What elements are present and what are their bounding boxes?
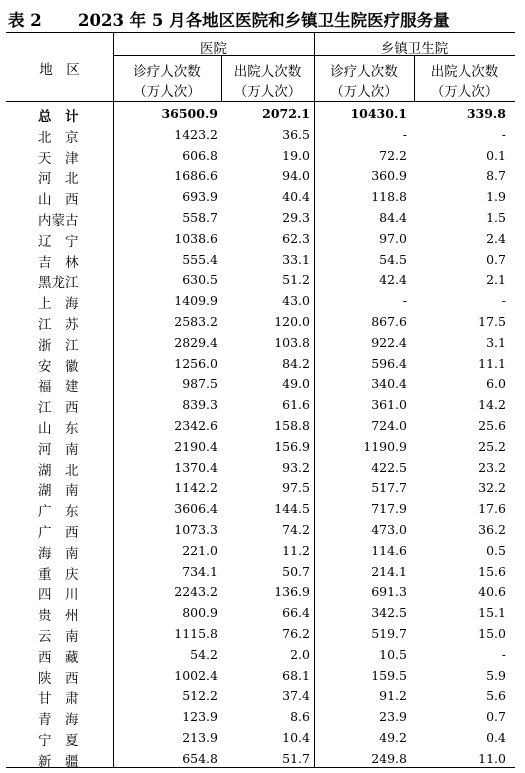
table-row bbox=[6, 477, 515, 498]
table-row bbox=[6, 249, 515, 270]
hospital-inpatients-cell: 68.1 bbox=[282, 667, 310, 683]
township-inpatients-cell: 36.2 bbox=[478, 521, 506, 537]
hospital-inpatients-cell: 8.6 bbox=[290, 709, 310, 725]
hospital-visits-cell: 800.9 bbox=[182, 605, 218, 621]
region-cell: 重 庆 bbox=[38, 566, 79, 583]
region-cell: 新 疆 bbox=[38, 753, 79, 770]
hospital-visits-cell: 1115.8 bbox=[174, 625, 218, 641]
total-row bbox=[6, 103, 515, 124]
table-row bbox=[6, 748, 515, 769]
township-inpatients-cell: 0.5 bbox=[486, 542, 506, 558]
table-row bbox=[6, 228, 515, 249]
region-cell: 内蒙古 bbox=[38, 212, 79, 229]
hospital-inpatients-cell: 36.5 bbox=[282, 126, 310, 142]
township-inpatients-cell: 8.7 bbox=[486, 168, 506, 184]
table-number: 表 2 bbox=[8, 11, 42, 30]
hospital-visits-cell: 630.5 bbox=[182, 272, 218, 288]
region-cell: 西 藏 bbox=[38, 649, 79, 666]
hospital-visits-cell: 512.2 bbox=[182, 688, 218, 704]
region-cell: 广 东 bbox=[38, 504, 79, 521]
region-cell: 黑龙江 bbox=[38, 275, 79, 292]
township-visits-cell: 114.6 bbox=[371, 542, 407, 558]
township-visits-cell: - bbox=[402, 126, 407, 142]
table-row bbox=[6, 311, 515, 332]
header-region: 地 区 bbox=[39, 62, 80, 78]
table-row bbox=[6, 186, 515, 207]
hospital-inpatients-cell: 158.8 bbox=[274, 417, 310, 433]
township-visits-cell: 54.5 bbox=[379, 251, 407, 267]
hospital-inpatients-cell: 120.0 bbox=[274, 313, 310, 329]
hospital-visits-cell: 2829.4 bbox=[174, 334, 218, 350]
hospital-visits-cell: 693.9 bbox=[182, 189, 218, 205]
header-town-visits-unit: （万人次） bbox=[330, 84, 398, 100]
hospital-visits-cell: 654.8 bbox=[182, 750, 218, 766]
hospital-inpatients-cell: 66.4 bbox=[282, 605, 310, 621]
township-visits-cell: 717.9 bbox=[371, 501, 407, 517]
hospital-visits-cell: 987.5 bbox=[182, 376, 218, 392]
township-visits-cell: - bbox=[402, 293, 407, 309]
township-inpatients-cell: 15.1 bbox=[478, 605, 506, 621]
table-row bbox=[6, 145, 515, 166]
region-cell: 青 海 bbox=[38, 712, 79, 729]
township-inpatients-cell: 1.9 bbox=[486, 189, 506, 205]
township-visits-cell: 249.8 bbox=[371, 750, 407, 766]
table-row bbox=[6, 394, 515, 415]
region-cell: 福 建 bbox=[38, 379, 79, 396]
region-cell: 宁 夏 bbox=[38, 732, 79, 749]
table-row bbox=[6, 540, 515, 561]
hospital-visits-cell: 839.3 bbox=[182, 397, 218, 413]
township-visits-cell: 724.0 bbox=[371, 417, 407, 433]
hospital-visits-cell: 558.7 bbox=[182, 209, 218, 225]
township-inpatients-cell: 0.4 bbox=[486, 729, 506, 745]
table-row bbox=[6, 602, 515, 623]
township-visits-cell: 72.2 bbox=[379, 147, 407, 163]
township-inpatients-cell: 25.2 bbox=[478, 438, 506, 454]
header-hosp-inpat-unit: （万人次） bbox=[233, 84, 302, 100]
township-inpatients-cell: 5.9 bbox=[486, 667, 506, 683]
hospital-inpatients-cell: 94.0 bbox=[282, 168, 310, 184]
township-visits-cell: 422.5 bbox=[371, 459, 407, 475]
township-inpatients-cell: 17.5 bbox=[478, 313, 506, 329]
hospital-visits-cell: 555.4 bbox=[182, 251, 218, 267]
township-inpatients-cell: 1.5 bbox=[486, 209, 506, 225]
region-cell: 天 津 bbox=[38, 150, 79, 167]
township-inpatients-cell: - bbox=[501, 126, 506, 142]
table-row bbox=[6, 623, 515, 644]
township-visits-cell: 91.2 bbox=[379, 688, 407, 704]
table-row bbox=[6, 685, 515, 706]
township-visits-cell: 159.5 bbox=[371, 667, 407, 683]
table-row bbox=[6, 644, 515, 665]
table-row bbox=[6, 290, 515, 311]
hospital-inpatients-cell: 103.8 bbox=[274, 334, 310, 350]
table-body bbox=[6, 103, 515, 769]
header-hosp-inpat: 出院人次数 bbox=[233, 64, 302, 80]
hospital-inpatients-cell: 97.5 bbox=[282, 480, 310, 496]
township-visits-cell: 473.0 bbox=[371, 521, 407, 537]
township-inpatients-cell: 2.1 bbox=[486, 272, 506, 288]
township-visits-cell: 922.4 bbox=[371, 334, 407, 350]
hospital-visits-cell: 1256.0 bbox=[174, 355, 218, 371]
hospital-visits-cell: 1142.2 bbox=[174, 480, 218, 496]
township-inpatients-cell: 40.6 bbox=[478, 584, 506, 600]
township-visits-cell: 10.5 bbox=[379, 646, 407, 662]
township-visits-cell: 691.3 bbox=[371, 584, 407, 600]
top-rule bbox=[6, 32, 515, 33]
hospital-inpatients-cell: 136.9 bbox=[274, 584, 310, 600]
header-township: 乡镇卫生院 bbox=[380, 41, 449, 57]
hospital-visits-cell: 1409.9 bbox=[174, 293, 218, 309]
table-row bbox=[6, 207, 515, 228]
hospital-visits-cell: 1038.6 bbox=[174, 230, 218, 246]
table-row bbox=[6, 519, 515, 540]
header-town-inpat: 出院人次数 bbox=[430, 64, 499, 80]
hospital-visits-cell: 123.9 bbox=[182, 709, 218, 725]
hospital-inpatients-cell: 51.2 bbox=[282, 272, 310, 288]
table-caption: 2023 年 5 月各地区医院和乡镇卫生院医疗服务量 bbox=[78, 11, 450, 30]
township-inpatients-cell: - bbox=[501, 293, 506, 309]
hospital-visits-cell: 36500.9 bbox=[161, 106, 218, 121]
township-visits-cell: 84.4 bbox=[379, 209, 407, 225]
header-hospital: 医院 bbox=[200, 41, 227, 57]
region-cell: 湖 南 bbox=[38, 483, 79, 500]
header-hosp-visits-unit: （万人次） bbox=[133, 84, 201, 100]
hospital-visits-cell: 1002.4 bbox=[174, 667, 218, 683]
header-hosp-visits: 诊疗人次数 bbox=[133, 64, 201, 80]
township-visits-cell: 42.4 bbox=[379, 272, 407, 288]
region-cell: 陕 西 bbox=[38, 670, 79, 687]
header-rule bbox=[6, 101, 515, 102]
hospital-visits-cell: 1370.4 bbox=[174, 459, 218, 475]
township-inpatients-cell: 339.8 bbox=[466, 106, 506, 121]
township-inpatients-cell: 3.1 bbox=[486, 334, 506, 350]
hospital-inpatients-cell: 50.7 bbox=[282, 563, 310, 579]
township-inpatients-cell: 6.0 bbox=[486, 376, 506, 392]
table-row bbox=[6, 436, 515, 457]
hospital-inpatients-cell: 156.9 bbox=[274, 438, 310, 454]
hospital-inpatients-cell: 11.2 bbox=[282, 542, 310, 558]
table-row bbox=[6, 124, 515, 145]
township-inpatients-cell: 2.4 bbox=[486, 230, 506, 246]
table-row bbox=[6, 457, 515, 478]
township-inpatients-cell: 0.7 bbox=[486, 251, 506, 267]
region-cell: 浙 江 bbox=[38, 337, 79, 354]
hospital-inpatients-cell: 61.6 bbox=[282, 397, 310, 413]
township-visits-cell: 49.2 bbox=[379, 729, 407, 745]
hospital-inpatients-cell: 49.0 bbox=[282, 376, 310, 392]
table-row bbox=[6, 269, 515, 290]
region-cell: 云 南 bbox=[38, 628, 79, 645]
hospital-inpatients-cell: 84.2 bbox=[282, 355, 310, 371]
hospital-visits-cell: 54.2 bbox=[190, 646, 218, 662]
hospital-inpatients-cell: 51.7 bbox=[282, 750, 310, 766]
region-cell: 山 东 bbox=[38, 420, 79, 437]
hospital-inpatients-cell: 2.0 bbox=[290, 646, 310, 662]
hospital-inpatients-cell: 37.4 bbox=[282, 688, 310, 704]
hospital-inpatients-cell: 40.4 bbox=[282, 189, 310, 205]
township-inpatients-cell: - bbox=[501, 646, 506, 662]
township-inpatients-cell: 0.7 bbox=[486, 709, 506, 725]
region-cell: 山 西 bbox=[38, 192, 79, 209]
hospital-inpatients-cell: 10.4 bbox=[282, 729, 310, 745]
hospital-visits-cell: 1073.3 bbox=[174, 521, 218, 537]
region-cell: 河 南 bbox=[38, 441, 79, 458]
table-row bbox=[6, 332, 515, 353]
hospital-inpatients-cell: 19.0 bbox=[282, 147, 310, 163]
region-cell: 北 京 bbox=[38, 129, 79, 146]
township-inpatients-cell: 0.1 bbox=[486, 147, 506, 163]
region-cell: 江 苏 bbox=[38, 316, 79, 333]
region-cell: 江 西 bbox=[38, 400, 79, 417]
township-visits-cell: 97.0 bbox=[379, 230, 407, 246]
region-cell: 河 北 bbox=[38, 171, 79, 188]
table-row bbox=[6, 706, 515, 727]
township-visits-cell: 23.9 bbox=[379, 709, 407, 725]
table-row bbox=[6, 415, 515, 436]
township-visits-cell: 517.7 bbox=[371, 480, 407, 496]
table-row bbox=[6, 727, 515, 748]
township-visits-cell: 214.1 bbox=[371, 563, 407, 579]
township-inpatients-cell: 23.2 bbox=[478, 459, 506, 475]
region-cell: 四 川 bbox=[38, 587, 79, 604]
region-cell: 安 徽 bbox=[38, 358, 79, 375]
table-row bbox=[6, 165, 515, 186]
region-cell: 甘 肃 bbox=[38, 691, 79, 708]
hospital-visits-cell: 1686.6 bbox=[174, 168, 218, 184]
hospital-inpatients-cell: 74.2 bbox=[282, 521, 310, 537]
township-inpatients-cell: 17.6 bbox=[478, 501, 506, 517]
region-cell: 上 海 bbox=[38, 296, 79, 313]
header-town-inpat-unit: （万人次） bbox=[430, 84, 499, 100]
hospital-inpatients-cell: 2072.1 bbox=[262, 106, 310, 121]
region-cell: 湖 北 bbox=[38, 462, 79, 479]
township-visits-cell: 596.4 bbox=[371, 355, 407, 371]
hospital-visits-cell: 2583.2 bbox=[174, 313, 218, 329]
hospital-visits-cell: 2342.6 bbox=[174, 417, 218, 433]
township-visits-cell: 519.7 bbox=[371, 625, 407, 641]
hospital-inpatients-cell: 93.2 bbox=[282, 459, 310, 475]
table-row bbox=[6, 665, 515, 686]
hospital-inpatients-cell: 29.3 bbox=[282, 209, 310, 225]
township-visits-cell: 118.8 bbox=[371, 189, 407, 205]
hospital-visits-cell: 221.0 bbox=[182, 542, 218, 558]
table-row bbox=[6, 353, 515, 374]
region-cell: 吉 林 bbox=[38, 254, 79, 271]
township-visits-cell: 340.4 bbox=[371, 376, 407, 392]
hospital-visits-cell: 213.9 bbox=[182, 729, 218, 745]
table-row bbox=[6, 561, 515, 582]
hospital-inpatients-cell: 33.1 bbox=[282, 251, 310, 267]
hospital-inpatients-cell: 62.3 bbox=[282, 230, 310, 246]
township-inpatients-cell: 32.2 bbox=[478, 480, 506, 496]
hospital-visits-cell: 1423.2 bbox=[174, 126, 218, 142]
hospital-visits-cell: 2243.2 bbox=[174, 584, 218, 600]
township-visits-cell: 1190.9 bbox=[363, 438, 407, 454]
region-cell: 海 南 bbox=[38, 545, 79, 562]
township-inpatients-cell: 25.6 bbox=[478, 417, 506, 433]
hospital-visits-cell: 2190.4 bbox=[174, 438, 218, 454]
township-inpatients-cell: 11.1 bbox=[478, 355, 506, 371]
hospital-visits-cell: 3606.4 bbox=[174, 501, 218, 517]
table-title bbox=[0, 4, 525, 30]
table-row bbox=[6, 581, 515, 602]
township-inpatients-cell: 15.6 bbox=[478, 563, 506, 579]
table-row bbox=[6, 498, 515, 519]
hospital-inpatients-cell: 76.2 bbox=[282, 625, 310, 641]
township-visits-cell: 361.0 bbox=[371, 397, 407, 413]
bottom-rule bbox=[6, 767, 515, 768]
hospital-inpatients-cell: 144.5 bbox=[274, 501, 310, 517]
hospital-visits-cell: 606.8 bbox=[182, 147, 218, 163]
region-cell: 广 西 bbox=[38, 524, 79, 541]
table-row bbox=[6, 373, 515, 394]
township-inpatients-cell: 15.0 bbox=[478, 625, 506, 641]
region-cell: 辽 宁 bbox=[38, 233, 79, 250]
header-town-visits: 诊疗人次数 bbox=[330, 64, 398, 80]
township-visits-cell: 867.6 bbox=[371, 313, 407, 329]
township-inpatients-cell: 14.2 bbox=[478, 397, 506, 413]
region-cell: 贵 州 bbox=[38, 608, 79, 625]
township-visits-cell: 10430.1 bbox=[350, 106, 407, 121]
township-visits-cell: 342.5 bbox=[371, 605, 407, 621]
township-inpatients-cell: 5.6 bbox=[486, 688, 506, 704]
region-cell: 总 计 bbox=[38, 109, 79, 125]
hospital-inpatients-cell: 43.0 bbox=[282, 293, 310, 309]
township-inpatients-cell: 11.0 bbox=[478, 750, 506, 766]
township-visits-cell: 360.9 bbox=[371, 168, 407, 184]
hospital-visits-cell: 734.1 bbox=[182, 563, 218, 579]
